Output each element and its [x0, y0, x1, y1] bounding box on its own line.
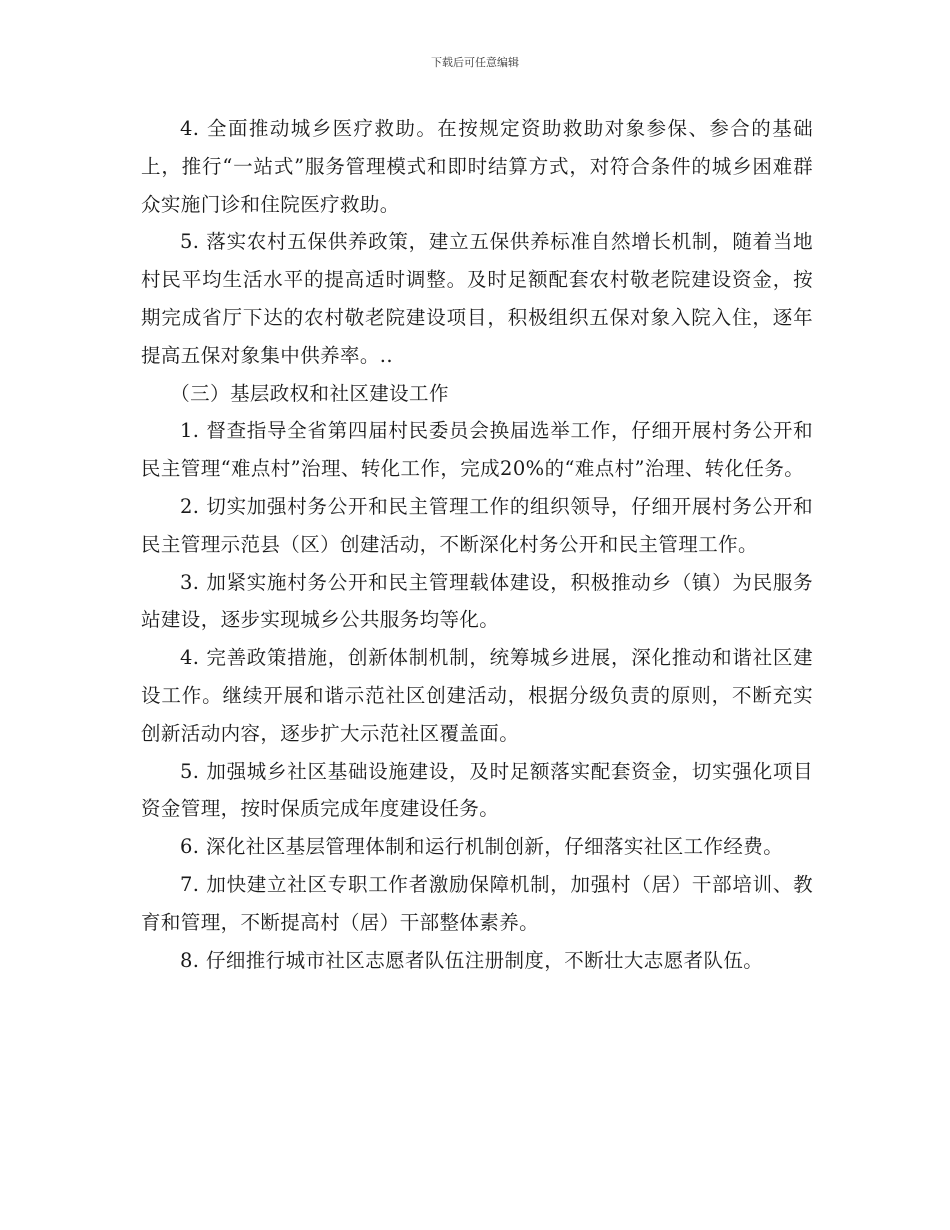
- page-header: 下载后可任意编辑: [431, 56, 519, 69]
- paragraph-management-system: 6. 深化社区基层管理体制和运行机制创新，仔细落实社区工作经费。: [180, 835, 784, 859]
- paragraph-medical-aid: 4. 全面推动城乡医疗救助。在按规定资助救助对象参保、参合的基础上，推行“一站式”服务管理模式和即时结算方式，对符合条件的城乡困难群众实施门诊和住院医疗救助。: [141, 117, 813, 216]
- document-body: [141, 110, 813, 979]
- paragraph-village-election: 1. 督查指导全省第四届村民委员会换届选举工作，仔细开展村务公开和民主管理“难点村”治理、转化工作，完成20%的“难点村”治理、转化任务。: [141, 419, 813, 481]
- section-heading: （三）基层政权和社区建设工作: [170, 381, 449, 405]
- paragraph-volunteers: 8. 仔细推行城市社区志愿者队伍注册制度，不断壮大志愿者队伍。: [180, 948, 764, 972]
- paragraph-village-affairs: 2. 切实加强村务公开和民主管理工作的组织领导，仔细开展村务公开和民主管理示范县（区）创建活动，不断深化村务公开和民主管理工作。: [141, 494, 813, 556]
- paragraph-service-station: 3. 加紧实施村务公开和民主管理载体建设，积极推动乡（镇）为民服务站建设，逐步实现城乡公共服务均等化。: [141, 570, 813, 632]
- paragraph-infrastructure: 5. 加强城乡社区基础设施建设，及时足额落实配套资金，切实强化项目资金管理，按时保质完成年度建设任务。: [141, 759, 813, 821]
- paragraph-harmonious-community: 4. 完善政策措施，创新体制机制，统筹城乡进展，深化推动和谐社区建设工作。继续开展和谐示范社区创建活动，根据分级负责的原则，不断充实创新活动内容，逐步扩大示范社区覆盖面。: [141, 646, 813, 745]
- paragraph-five-guarantees: 5. 落实农村五保供养政策，建立五保供养标准自然增长机制，随着当地村民平均生活水平的提高适时调整。及时足额配套农村敬老院建设资金，按期完成省厅下达的农村敬老院建设项目，积极组织五保对象入院入住，逐年提高五保对象集中供养率。..: [141, 230, 813, 367]
- paragraph-cadre-training: 7. 加快建立社区专职工作者激励保障机制，加强村（居）干部培训、教育和管理，不断提高村（居）干部整体素养。: [141, 872, 813, 934]
